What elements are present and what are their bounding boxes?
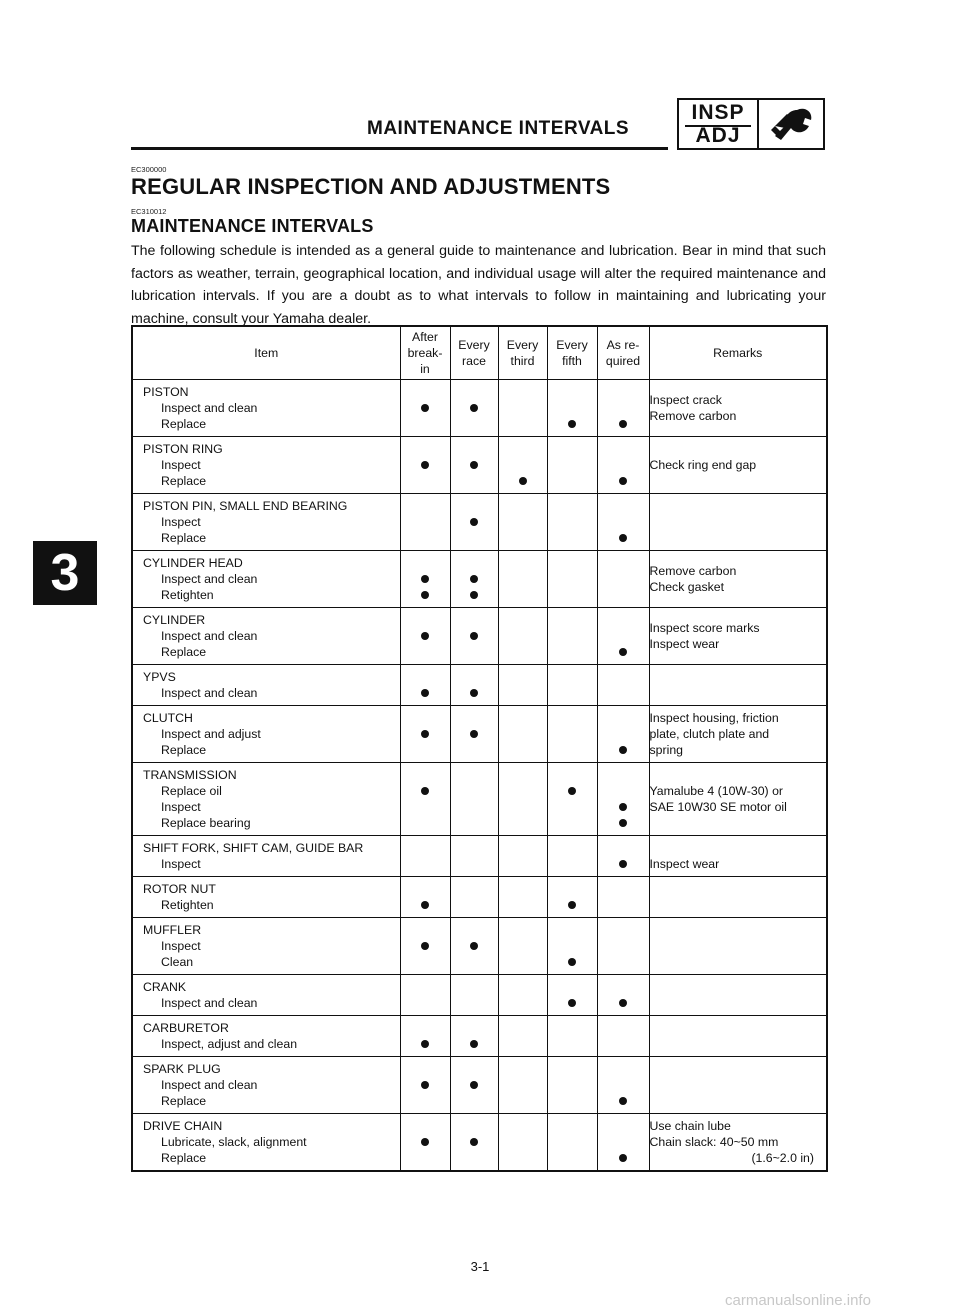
row-subitem: Retighten	[161, 898, 214, 912]
row-subitem: Inspect and clean	[161, 1078, 258, 1092]
row-subitem: Inspect	[161, 800, 201, 814]
row-subitem: Clean	[161, 955, 194, 969]
row-remark: Check gasket	[649, 580, 725, 594]
interval-dot	[470, 689, 478, 697]
table-row	[132, 706, 827, 763]
row-title: CARBURETOR	[143, 1021, 229, 1035]
row-title: ROTOR NUT	[143, 882, 216, 896]
interval-dot	[421, 632, 429, 640]
header-remarks: Remarks	[649, 326, 827, 380]
row-remark: (1.6~2.0 in)	[751, 1151, 814, 1165]
row-remark: Inspect housing, friction	[649, 711, 779, 725]
row-title: DRIVE CHAIN	[143, 1119, 223, 1133]
interval-dot	[470, 518, 478, 526]
badge-line-insp: INSP	[691, 101, 745, 124]
row-subitem: Inspect and clean	[161, 629, 258, 643]
interval-dot	[421, 404, 429, 412]
row-remark: spring	[649, 743, 683, 757]
interval-dot	[470, 1040, 478, 1048]
table-row	[132, 380, 827, 437]
table-row	[132, 836, 827, 877]
table-row	[132, 918, 827, 975]
row-remark: Yamalube 4 (10W-30) or	[649, 784, 784, 798]
row-subitem: Replace	[161, 743, 207, 757]
row-remark: Inspect crack	[649, 393, 722, 407]
interval-dot	[470, 942, 478, 950]
table-row	[132, 608, 827, 665]
interval-dot	[470, 632, 478, 640]
header-every-race: Every race	[450, 326, 498, 380]
row-remark: Check ring end gap	[649, 458, 757, 472]
chapter-tab: 3	[33, 541, 97, 605]
table-row	[132, 437, 827, 494]
section-code-2: EC310012	[131, 207, 167, 216]
row-title: YPVS	[143, 670, 176, 684]
row-remark: Inspect wear	[649, 637, 720, 651]
interval-dot	[421, 901, 429, 909]
table-row	[132, 494, 827, 551]
interval-dot	[568, 999, 576, 1007]
row-subitem: Inspect and adjust	[161, 727, 261, 741]
row-subitem: Inspect and clean	[161, 401, 258, 415]
row-subitem: Inspect and clean	[161, 572, 258, 586]
interval-dot	[619, 1097, 627, 1105]
header-as-required: As re- quired	[597, 326, 649, 380]
intro-paragraph: The following schedule is intended as a general guide to maintenance and lubrication. Bear in mind that such factors as weather, terrain, geographical location, and individual usage will alter the required maintenance and lubrication intervals. If you are a doubt as to what intervals to follow in maintaining and lubricating your machine, consult your Yamaha dealer.	[131, 243, 826, 327]
table-row	[132, 1016, 827, 1057]
row-remark: Inspect wear	[649, 857, 720, 871]
row-title: TRANSMISSION	[143, 768, 237, 782]
interval-dot	[619, 999, 627, 1007]
header-after-break-in: After break- in	[400, 326, 450, 380]
header-item: Item	[132, 326, 400, 380]
row-subitem: Inspect	[161, 515, 201, 529]
interval-dot	[619, 746, 627, 754]
row-title: CLUTCH	[143, 711, 193, 725]
row-subitem: Retighten	[161, 588, 214, 602]
interval-dot	[470, 404, 478, 412]
wrench-tool-icon	[767, 104, 819, 146]
interval-dot	[619, 860, 627, 868]
interval-dot	[470, 461, 478, 469]
row-remark: Chain slack: 40~50 mm	[649, 1135, 779, 1149]
interval-dot	[421, 591, 429, 599]
interval-dot	[470, 591, 478, 599]
page-title: REGULAR INSPECTION AND ADJUSTMENTS	[131, 174, 611, 199]
badge-divider	[757, 100, 759, 148]
row-subitem: Replace	[161, 531, 207, 545]
row-subitem: Inspect, adjust and clean	[161, 1037, 298, 1051]
row-remark: Use chain lube	[649, 1119, 731, 1133]
interval-dot	[619, 420, 627, 428]
interval-dot	[619, 648, 627, 656]
row-remark: Inspect score marks	[649, 621, 760, 635]
row-title: CYLINDER HEAD	[143, 556, 243, 570]
interval-dot	[568, 901, 576, 909]
interval-dot	[421, 1040, 429, 1048]
interval-dot	[568, 420, 576, 428]
row-title: PISTON	[143, 385, 189, 399]
interval-dot	[470, 730, 478, 738]
header-every-third: Every third	[498, 326, 547, 380]
table-row	[132, 763, 827, 836]
row-remark: plate, clutch plate and	[649, 727, 770, 741]
interval-dot	[619, 803, 627, 811]
interval-dot	[470, 575, 478, 583]
row-title: MUFFLER	[143, 923, 202, 937]
row-title: PISTON PIN, SMALL END BEARING	[143, 499, 348, 513]
row-remark: Remove carbon	[649, 564, 737, 578]
page-number: 3-1	[470, 1259, 490, 1274]
row-title: SPARK PLUG	[143, 1062, 221, 1076]
interval-dot	[421, 689, 429, 697]
row-subitem: Inspect	[161, 939, 201, 953]
interval-dot	[421, 461, 429, 469]
row-remark: SAE 10W30 SE motor oil	[649, 800, 787, 814]
interval-dot	[568, 958, 576, 966]
table-row	[132, 551, 827, 608]
row-subitem: Lubricate, slack, alignment	[161, 1135, 307, 1149]
row-title: PISTON RING	[143, 442, 223, 456]
row-subitem: Replace oil	[161, 784, 222, 798]
row-subitem: Inspect	[161, 458, 201, 472]
interval-dot	[619, 819, 627, 827]
table-row	[132, 877, 827, 918]
interval-dot	[568, 787, 576, 795]
insp-adj-badge	[677, 98, 825, 150]
interval-dot	[421, 575, 429, 583]
page-subtitle: MAINTENANCE INTERVALS	[131, 216, 374, 236]
table-row	[132, 665, 827, 706]
maintenance-table	[131, 325, 828, 1172]
row-title: SHIFT FORK, SHIFT CAM, GUIDE BAR	[143, 841, 364, 855]
interval-dot	[421, 730, 429, 738]
table-header-row	[132, 326, 827, 380]
interval-dot	[619, 477, 627, 485]
interval-dot	[421, 1081, 429, 1089]
interval-dot	[421, 942, 429, 950]
interval-dot	[421, 1138, 429, 1146]
interval-dot	[519, 477, 527, 485]
row-subitem: Replace	[161, 417, 207, 431]
header-rule	[131, 147, 668, 150]
interval-dot	[470, 1138, 478, 1146]
row-title: CRANK	[143, 980, 187, 994]
badge-line-adj: ADJ	[695, 124, 741, 147]
row-subitem: Inspect and clean	[161, 686, 258, 700]
interval-dot	[421, 787, 429, 795]
table-row	[132, 1057, 827, 1114]
row-subitem: Replace	[161, 474, 207, 488]
row-remark: Remove carbon	[649, 409, 737, 423]
interval-dot	[470, 1081, 478, 1089]
header-every-fifth: Every fifth	[547, 326, 597, 380]
row-subitem: Replace	[161, 1151, 207, 1165]
row-subitem: Replace	[161, 645, 207, 659]
row-title: CYLINDER	[143, 613, 206, 627]
row-subitem: Inspect	[161, 857, 201, 871]
row-subitem: Replace	[161, 1094, 207, 1108]
interval-dot	[619, 1154, 627, 1162]
table-row	[132, 975, 827, 1016]
section-code-1: EC300000	[131, 165, 167, 174]
section-header-title: MAINTENANCE INTERVALS	[367, 118, 630, 139]
watermark: carmanualsonline.info	[725, 1292, 871, 1309]
row-subitem: Inspect and clean	[161, 996, 258, 1010]
row-subitem: Replace bearing	[161, 816, 251, 830]
interval-dot	[619, 534, 627, 542]
table-row	[132, 1114, 827, 1172]
